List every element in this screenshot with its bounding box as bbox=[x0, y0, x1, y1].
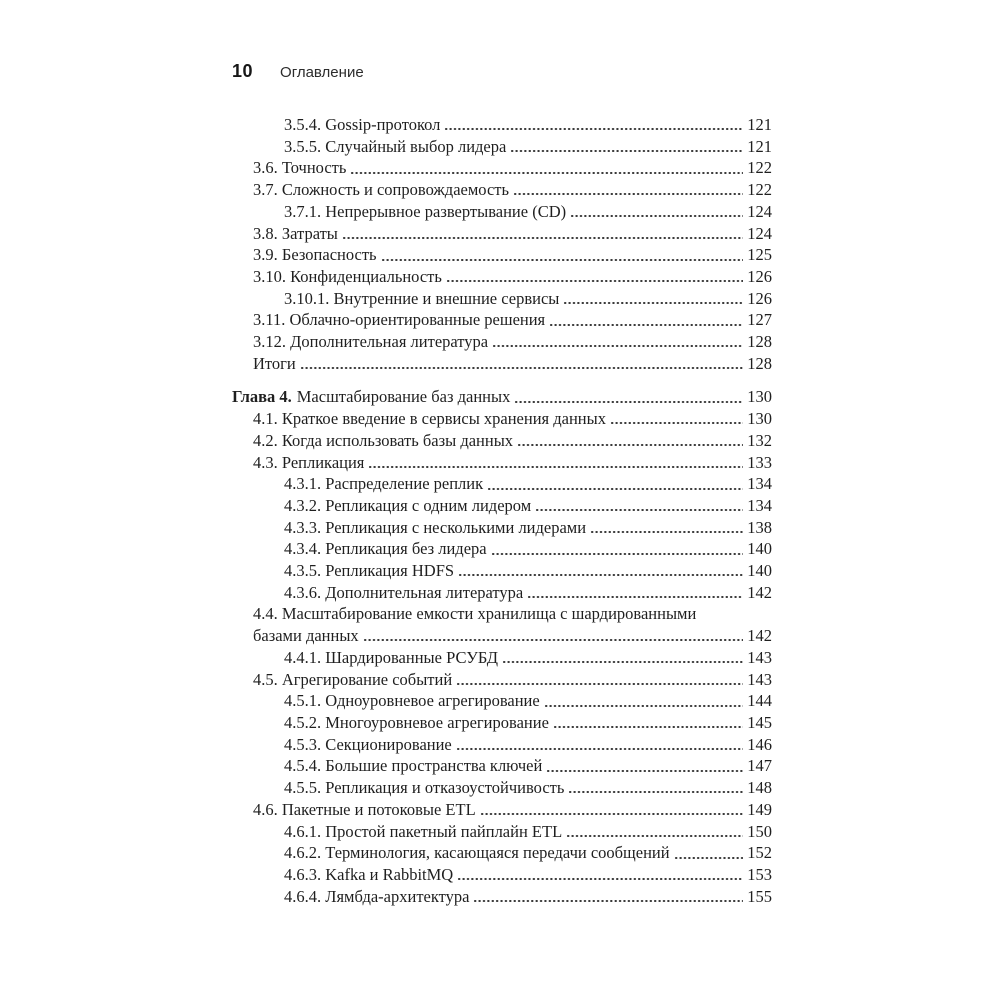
toc-page-number: 134 bbox=[747, 474, 772, 494]
toc-entry-title: 4.3.3. Репликация с несколькими лидерами bbox=[284, 517, 587, 537]
toc-entry-title: 4.5.5. Репликация и отказоустойчивость bbox=[284, 778, 565, 798]
toc-page-number: 149 bbox=[747, 799, 772, 819]
dot-leader bbox=[502, 647, 743, 669]
toc-entry-title: 4.6.3. Kafka и RabbitMQ bbox=[284, 864, 454, 884]
toc-entry-title: 3.10.1. Внутренние и внешние сервисы bbox=[284, 288, 560, 308]
toc-page-number: 133 bbox=[747, 452, 772, 472]
toc-page-number: 132 bbox=[747, 430, 772, 450]
dot-leader bbox=[473, 886, 743, 908]
toc-entry bbox=[232, 288, 772, 310]
toc-entry bbox=[232, 799, 772, 821]
dot-leader bbox=[674, 842, 743, 864]
toc-entry-title: 4.5.3. Секционирование bbox=[284, 734, 452, 754]
dot-leader bbox=[446, 266, 743, 288]
dot-leader bbox=[610, 408, 743, 430]
toc-entry-continuation bbox=[232, 625, 772, 647]
toc-entry bbox=[232, 266, 772, 288]
toc-page-number: 140 bbox=[747, 539, 772, 559]
toc-entry-title: 4.6.1. Простой пакетный пайплайн ETL bbox=[284, 821, 563, 841]
toc-entry-title: 3.8. Затраты bbox=[253, 223, 338, 243]
toc-page-number: 147 bbox=[747, 756, 772, 776]
toc-entry-title: 4.1. Краткое введение в сервисы хранения данных bbox=[253, 409, 606, 429]
toc-chapter-prefix: Глава 4. bbox=[232, 387, 292, 407]
dot-leader bbox=[546, 755, 743, 777]
toc-entry bbox=[232, 734, 772, 756]
dot-leader bbox=[510, 136, 743, 158]
toc-page-number: 130 bbox=[747, 409, 772, 429]
toc-page-number: 142 bbox=[747, 626, 772, 646]
dot-leader bbox=[444, 114, 743, 136]
dot-leader bbox=[549, 309, 743, 331]
toc-page-number: 143 bbox=[747, 669, 772, 689]
toc-entry-title: 3.5.4. Gossip-протокол bbox=[284, 115, 441, 134]
toc-entry-title: 4.2. Когда использовать базы данных bbox=[253, 430, 514, 450]
toc-page-number: 130 bbox=[747, 387, 772, 407]
dot-leader bbox=[535, 495, 743, 517]
toc-page-number: 155 bbox=[747, 886, 772, 906]
toc-entry bbox=[232, 223, 772, 245]
toc-page-number: 140 bbox=[747, 561, 772, 581]
toc-page-number: 122 bbox=[747, 158, 772, 178]
toc-entry-title: 4.4. Масштабирование емкости хранилища с шардированными bbox=[253, 604, 697, 624]
toc-entry-title: 3.11. Облачно-ориентированные решения bbox=[253, 310, 546, 330]
toc-entry bbox=[232, 582, 772, 604]
toc-entry bbox=[232, 353, 772, 375]
dot-leader bbox=[342, 223, 743, 245]
dot-leader bbox=[457, 864, 743, 886]
dot-leader bbox=[363, 625, 743, 647]
toc-entry bbox=[232, 114, 772, 136]
toc-entry-title: 3.6. Точность bbox=[253, 158, 347, 178]
dot-leader bbox=[590, 517, 743, 539]
toc-entry-title: 4.3.2. Репликация с одним лидером bbox=[284, 495, 532, 515]
dot-leader bbox=[544, 690, 743, 712]
toc-entry-title: 3.5.5. Случайный выбор лидера bbox=[284, 136, 507, 156]
toc-entry bbox=[232, 821, 772, 843]
dot-leader bbox=[527, 582, 743, 604]
dot-leader bbox=[513, 179, 743, 201]
dot-leader bbox=[553, 712, 743, 734]
toc-entry-title: 3.12. Дополнительная литература bbox=[253, 332, 489, 352]
dot-leader bbox=[568, 777, 743, 799]
toc-entry-title: 4.4.1. Шардированные РСУБД bbox=[284, 647, 499, 667]
toc-entry-title: 3.7. Сложность и сопровождаемость bbox=[253, 180, 510, 200]
toc-entry-title: 4.5.2. Многоуровневое агрегирование bbox=[284, 712, 549, 732]
toc-entry bbox=[232, 408, 772, 430]
toc-page-number: 153 bbox=[747, 864, 772, 884]
toc-page-number: 143 bbox=[747, 647, 772, 667]
dot-leader bbox=[350, 157, 743, 179]
toc-entry bbox=[232, 179, 772, 201]
toc-entry-title: 3.9. Безопасность bbox=[253, 245, 377, 265]
dot-leader bbox=[563, 288, 743, 310]
toc-entry bbox=[232, 538, 772, 560]
toc-entry bbox=[232, 864, 772, 886]
toc-entry bbox=[232, 244, 772, 266]
toc-entry bbox=[232, 136, 772, 158]
toc-page-number: 121 bbox=[747, 136, 772, 156]
toc-entry bbox=[232, 452, 772, 474]
toc-entry bbox=[232, 647, 772, 669]
page-number: 10 bbox=[232, 61, 254, 81]
toc-page-number: 150 bbox=[747, 821, 772, 841]
toc-page-number: 126 bbox=[747, 266, 772, 286]
toc-entry bbox=[232, 331, 772, 353]
toc-page-number: 145 bbox=[747, 712, 772, 732]
toc-entry-title: 4.3. Репликация bbox=[253, 452, 365, 472]
toc-entry bbox=[232, 712, 772, 734]
dot-leader bbox=[456, 669, 743, 691]
dot-leader bbox=[456, 734, 743, 756]
toc-page-number: 144 bbox=[747, 691, 772, 711]
toc-entry bbox=[232, 473, 772, 495]
toc-page-number: 126 bbox=[747, 288, 772, 308]
toc-page-number: 142 bbox=[747, 582, 772, 602]
toc-entry-title: 3.7.1. Непрерывное развертывание (CD) bbox=[284, 201, 567, 221]
dot-leader bbox=[514, 386, 743, 408]
dot-leader bbox=[368, 452, 743, 474]
dot-leader bbox=[458, 560, 743, 582]
page-header bbox=[232, 61, 364, 82]
dot-leader bbox=[492, 331, 743, 353]
toc-entry bbox=[232, 842, 772, 864]
dot-leader bbox=[491, 538, 743, 560]
toc-entry bbox=[232, 603, 772, 625]
toc-entry-title: 4.5. Агрегирование событий bbox=[253, 669, 453, 689]
toc-entry-title: 4.3.4. Репликация без лидера bbox=[284, 539, 487, 559]
toc-entry-title: 4.3.1. Распределение реплик bbox=[284, 474, 484, 494]
toc-entry-title: 3.10. Конфиденциальность bbox=[253, 266, 442, 286]
toc-entry bbox=[232, 560, 772, 582]
toc-entry bbox=[232, 157, 772, 179]
toc-entry-title: 4.3.6. Дополнительная литература bbox=[284, 582, 524, 602]
toc-page-number: 148 bbox=[747, 778, 772, 798]
toc-entry bbox=[232, 777, 772, 799]
toc-entry bbox=[232, 886, 772, 908]
toc-entry bbox=[232, 201, 772, 223]
toc-entry bbox=[232, 309, 772, 331]
toc-entry bbox=[232, 495, 772, 517]
toc-page-number: 134 bbox=[747, 495, 772, 515]
toc-page-number: 124 bbox=[747, 201, 772, 221]
toc-entry bbox=[232, 755, 772, 777]
toc-entry-title: 4.6.2. Терминология, касающаяся передачи сообщений bbox=[284, 843, 670, 863]
toc-page-number: 125 bbox=[747, 245, 772, 265]
running-title: Оглавление bbox=[280, 64, 364, 81]
toc-entry-title: 4.3.5. Репликация HDFS bbox=[284, 561, 455, 581]
toc-page-number: 152 bbox=[747, 843, 772, 863]
toc-entry bbox=[232, 690, 772, 712]
toc-entry-title: Масштабирование баз данных bbox=[296, 387, 511, 407]
toc-chapter-entry bbox=[232, 386, 772, 408]
dot-leader bbox=[570, 201, 743, 223]
toc-entry bbox=[232, 517, 772, 539]
toc-list bbox=[232, 114, 772, 907]
toc-entry bbox=[232, 669, 772, 691]
dot-leader bbox=[487, 473, 743, 495]
toc-entry-title: Итоги bbox=[253, 353, 296, 373]
toc-page-number: 122 bbox=[747, 180, 772, 200]
dot-leader bbox=[480, 799, 743, 821]
toc-page-number: 128 bbox=[747, 353, 772, 373]
toc-page-number: 127 bbox=[747, 310, 772, 330]
toc-entry bbox=[232, 430, 772, 452]
dot-leader bbox=[566, 821, 743, 843]
toc-page-number: 124 bbox=[747, 223, 772, 243]
dot-leader bbox=[517, 430, 743, 452]
toc-page-number: 128 bbox=[747, 332, 772, 352]
dot-leader bbox=[381, 244, 743, 266]
toc-page-number: 146 bbox=[747, 734, 772, 754]
dot-leader bbox=[300, 353, 743, 375]
toc-entry-title: 4.5.1. Одноуровневое агрегирование bbox=[284, 691, 540, 711]
toc-page-number: 138 bbox=[747, 517, 772, 537]
toc-entry-title-continued: базами данных bbox=[253, 626, 359, 646]
toc-entry-title: 4.6.4. Лямбда-архитектура bbox=[284, 886, 470, 906]
toc-entry-title: 4.6. Пакетные и потоковые ETL bbox=[253, 799, 476, 819]
toc-page-number: 121 bbox=[747, 115, 772, 134]
toc-entry-title: 4.5.4. Большие пространства ключей bbox=[284, 756, 543, 776]
